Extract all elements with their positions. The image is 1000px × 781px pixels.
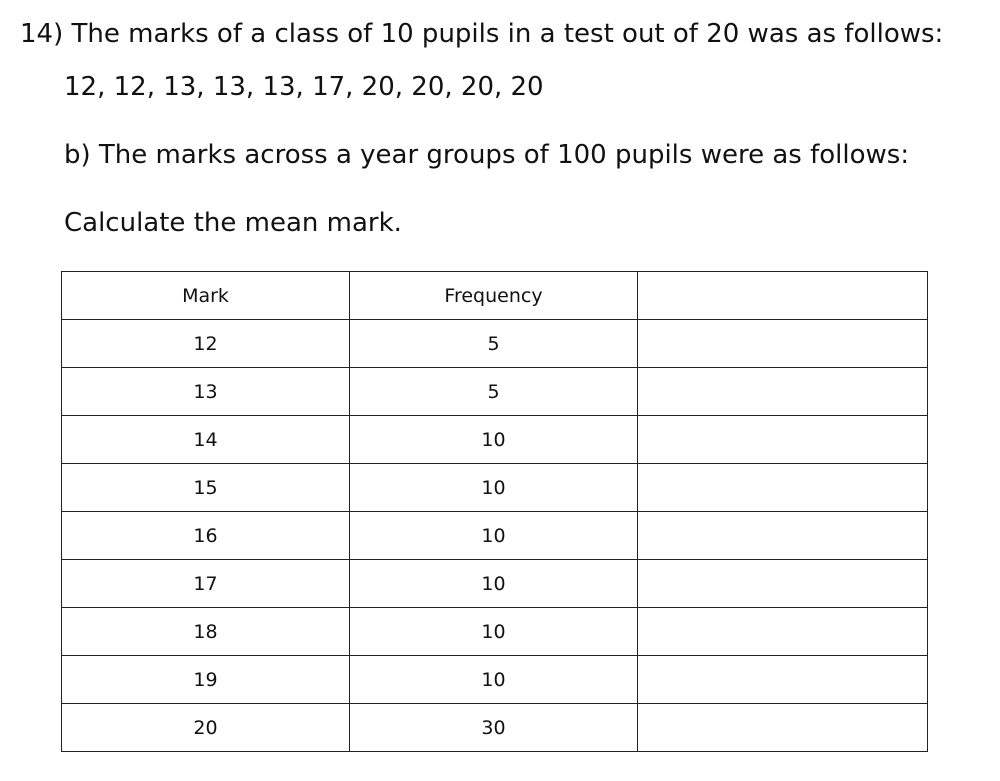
mark-cell: 18 — [62, 608, 350, 656]
table-row — [62, 320, 928, 368]
frequency-cell: 5 — [350, 320, 638, 368]
header-mark: Mark — [62, 272, 350, 320]
table-row — [62, 704, 928, 752]
table-row — [62, 560, 928, 608]
table-row — [62, 464, 928, 512]
working-cell — [638, 416, 928, 464]
mark-cell: 16 — [62, 512, 350, 560]
mark-cell: 14 — [62, 416, 350, 464]
mark-cell: 20 — [62, 704, 350, 752]
mark-cell: 15 — [62, 464, 350, 512]
frequency-cell: 10 — [350, 464, 638, 512]
question-title: 14) The marks of a class of 10 pupils in a test out of 20 was as follows: — [20, 19, 944, 49]
header-blank-working — [638, 272, 928, 320]
frequency-cell: 10 — [350, 560, 638, 608]
header-frequency: Frequency — [350, 272, 638, 320]
working-cell — [638, 368, 928, 416]
table-row — [62, 656, 928, 704]
working-cell — [638, 512, 928, 560]
table-header-row — [62, 272, 928, 320]
working-cell — [638, 704, 928, 752]
frequency-cell: 10 — [350, 416, 638, 464]
frequency-cell: 10 — [350, 656, 638, 704]
mark-cell: 13 — [62, 368, 350, 416]
task-instruction: Calculate the mean mark. — [64, 208, 402, 238]
frequency-cell: 10 — [350, 608, 638, 656]
table-body — [62, 320, 928, 752]
frequency-cell: 30 — [350, 704, 638, 752]
part-b-prompt: b) The marks across a year groups of 100 pupils were as follows: — [64, 140, 910, 170]
mark-cell: 17 — [62, 560, 350, 608]
working-cell — [638, 608, 928, 656]
working-cell — [638, 560, 928, 608]
frequency-cell: 5 — [350, 368, 638, 416]
class-marks-list: 12, 12, 13, 13, 13, 17, 20, 20, 20, 20 — [64, 72, 544, 102]
frequency-cell: 10 — [350, 512, 638, 560]
mark-cell: 19 — [62, 656, 350, 704]
table-row — [62, 416, 928, 464]
working-cell — [638, 656, 928, 704]
working-cell — [638, 320, 928, 368]
table-row — [62, 368, 928, 416]
table-row — [62, 608, 928, 656]
mark-cell: 12 — [62, 320, 350, 368]
frequency-table — [61, 271, 928, 752]
table-row — [62, 512, 928, 560]
working-cell — [638, 464, 928, 512]
